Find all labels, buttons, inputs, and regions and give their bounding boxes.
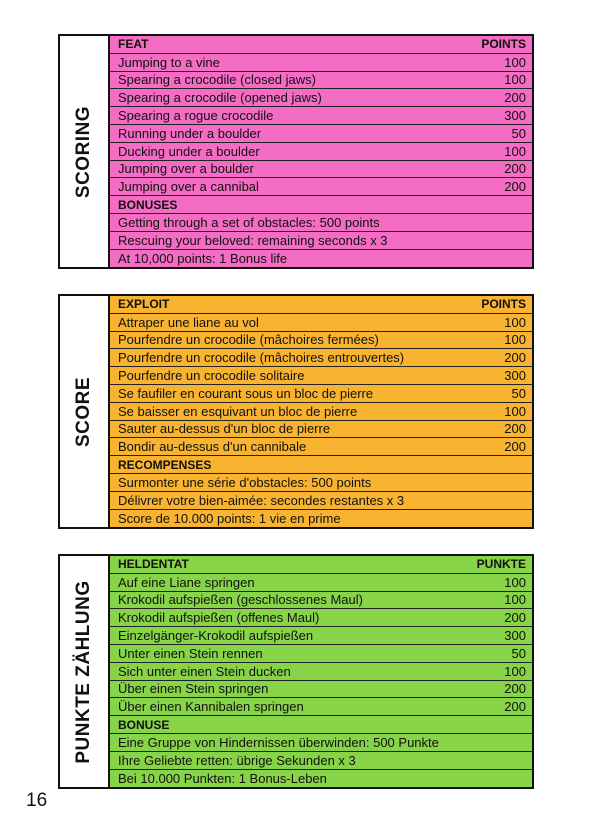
table-row — [110, 663, 532, 681]
table-row — [110, 609, 532, 627]
section-side-label — [60, 36, 110, 267]
feat-cell: Spearing a crocodile (opened jaws) — [118, 90, 322, 106]
feat-cell: Spearing a rogue crocodile — [118, 108, 274, 124]
points-cell: 100 — [504, 403, 526, 419]
bonus-cell: Surmonter une série d'obstacles: 500 points — [118, 474, 372, 490]
points-cell: 200 — [504, 161, 526, 177]
table-header — [110, 296, 532, 314]
points-cell: 200 — [504, 699, 526, 715]
bonus-row — [110, 474, 532, 492]
feat-cell: Unter einen Stein rennen — [118, 645, 263, 661]
points-cell: 300 — [504, 368, 526, 384]
points-column-header: POINTS — [481, 37, 526, 52]
section-title: SCORE — [73, 376, 94, 447]
feat-cell: Auf eine Liane springen — [118, 574, 255, 590]
feat-cell: Se baisser en esquivant un bloc de pierre — [118, 403, 358, 419]
bonus-cell: Délivrer votre bien-aimée: secondes restantes x 3 — [118, 492, 405, 508]
table-row — [110, 143, 532, 161]
feat-cell: Spearing a crocodile (closed jaws) — [118, 72, 316, 88]
bonus-cell: Score de 10.000 points: 1 vie en prime — [118, 510, 341, 526]
table-row — [110, 89, 532, 107]
feat-column-header: EXPLOIT — [118, 297, 170, 312]
bonus-header-label: BONUSES — [118, 197, 178, 212]
points-cell: 50 — [511, 645, 526, 661]
table-row — [110, 385, 532, 403]
score-section — [58, 294, 534, 529]
table-row — [110, 367, 532, 385]
feat-column-header: FEAT — [118, 37, 149, 52]
table-row — [110, 161, 532, 179]
table-row — [110, 349, 532, 367]
bonus-cell: At 10,000 points: 1 Bonus life — [118, 250, 288, 266]
feat-cell: Über einen Kannibalen springen — [118, 699, 304, 715]
section-side-label — [60, 556, 110, 787]
bonus-row — [110, 214, 532, 232]
feat-cell: Pourfendre un crocodile solitaire — [118, 368, 305, 384]
feat-cell: Ducking under a boulder — [118, 143, 260, 159]
feat-cell: Krokodil aufspießen (offenes Maul) — [118, 610, 320, 626]
points-cell: 100 — [504, 54, 526, 70]
bonus-header — [110, 196, 532, 214]
points-cell: 200 — [504, 610, 526, 626]
feat-cell: Über einen Stein springen — [118, 681, 269, 697]
feat-cell: Se faufiler en courant sous un bloc de pierre — [118, 385, 374, 401]
section-side-label — [60, 296, 110, 527]
feat-cell: Jumping to a vine — [118, 54, 220, 70]
feat-cell: Jumping over a boulder — [118, 161, 254, 177]
points-cell: 300 — [504, 628, 526, 644]
page-number: 16 — [26, 790, 48, 811]
bonus-row — [110, 510, 532, 528]
bonus-cell: Rescuing your beloved: remaining seconds x 3 — [118, 232, 388, 248]
table-row — [110, 125, 532, 143]
bonus-header — [110, 716, 532, 734]
feat-cell: Pourfendre un crocodile (mâchoires fermées) — [118, 332, 379, 348]
feat-cell: Attraper une liane au vol — [118, 314, 259, 330]
feat-cell: Sauter au-dessus d'un bloc de pierre — [118, 421, 331, 437]
points-cell: 100 — [504, 592, 526, 608]
scoring-table — [110, 36, 532, 267]
table-row — [110, 314, 532, 332]
table-row — [110, 421, 532, 439]
table-row — [110, 574, 532, 592]
table-row — [110, 403, 532, 421]
points-cell: 100 — [504, 332, 526, 348]
table-header — [110, 556, 532, 574]
points-column-header: PUNKTE — [476, 557, 526, 572]
table-row — [110, 107, 532, 125]
table-row — [110, 72, 532, 90]
score-table — [110, 296, 532, 527]
feat-cell: Jumping over a cannibal — [118, 179, 259, 195]
points-cell: 100 — [504, 663, 526, 679]
table-row — [110, 54, 532, 72]
bonus-row — [110, 250, 532, 268]
section-title: SCORING — [73, 105, 94, 198]
section-title: PUNKTE ZÄHLUNG — [73, 580, 94, 764]
table-header — [110, 36, 532, 54]
feat-cell: Sich unter einen Stein ducken — [118, 663, 291, 679]
table-row — [110, 681, 532, 699]
table-row — [110, 438, 532, 456]
points-cell: 100 — [504, 314, 526, 330]
bonus-cell: Getting through a set of obstacles: 500 points — [118, 214, 380, 230]
points-cell: 100 — [504, 574, 526, 590]
points-column-header: POINTS — [481, 297, 526, 312]
bonus-header-label: BONUSE — [118, 717, 170, 732]
scoring-section — [58, 34, 534, 269]
punkte-table — [110, 556, 532, 787]
feat-cell: Einzelgänger-Krokodil aufspießen — [118, 628, 314, 644]
feat-cell: Bondir au-dessus d'un cannibale — [118, 439, 307, 455]
punkte-section — [58, 554, 534, 789]
feat-cell: Pourfendre un crocodile (mâchoires entrouvertes) — [118, 350, 405, 366]
points-cell: 300 — [504, 108, 526, 124]
bonus-cell: Eine Gruppe von Hindernissen überwinden: 500 Punkte — [118, 734, 439, 750]
feat-cell: Krokodil aufspießen (geschlossenes Maul) — [118, 592, 363, 608]
bonus-row — [110, 752, 532, 770]
bonus-header-label: RECOMPENSES — [118, 457, 212, 472]
table-row — [110, 592, 532, 610]
bonus-row — [110, 492, 532, 510]
points-cell: 50 — [511, 125, 526, 141]
bonus-header — [110, 456, 532, 474]
table-row — [110, 178, 532, 196]
points-cell: 100 — [504, 72, 526, 88]
points-cell: 100 — [504, 143, 526, 159]
points-cell: 200 — [504, 421, 526, 437]
feat-cell: Running under a boulder — [118, 125, 262, 141]
points-cell: 200 — [504, 681, 526, 697]
points-cell: 200 — [504, 350, 526, 366]
points-cell: 200 — [504, 439, 526, 455]
table-row — [110, 627, 532, 645]
bonus-cell: Ihre Geliebte retten: übrige Sekunden x 3 — [118, 752, 356, 768]
bonus-row — [110, 734, 532, 752]
feat-column-header: HELDENTAT — [118, 557, 189, 572]
table-row — [110, 332, 532, 350]
table-row — [110, 645, 532, 663]
bonus-cell: Bei 10.000 Punkten: 1 Bonus-Leben — [118, 770, 327, 786]
table-row — [110, 698, 532, 716]
points-cell: 200 — [504, 179, 526, 195]
points-cell: 200 — [504, 90, 526, 106]
bonus-row — [110, 770, 532, 788]
points-cell: 50 — [511, 385, 526, 401]
bonus-row — [110, 232, 532, 250]
